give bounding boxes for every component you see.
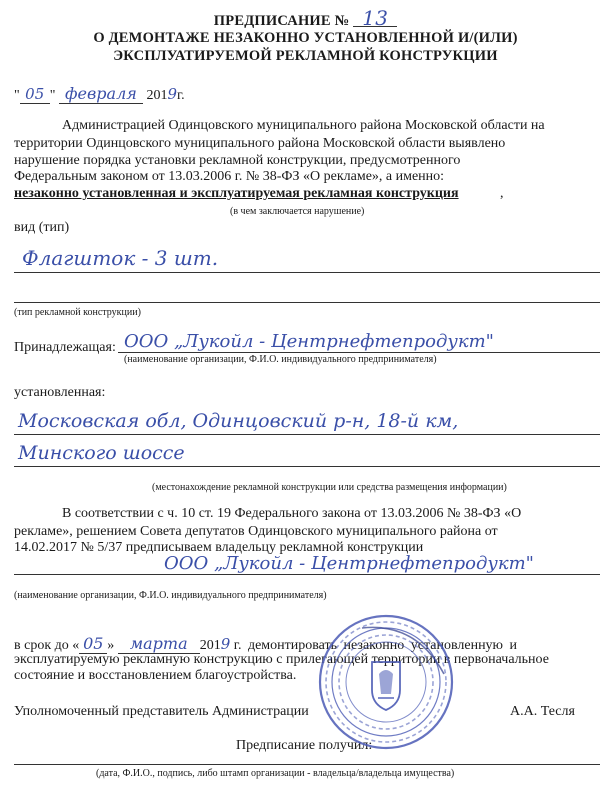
deadline-year-prefix: 201 bbox=[199, 638, 221, 653]
violation-text: незаконно установленная и эксплуатируемая рекламная конструкция bbox=[14, 186, 459, 201]
issue-year-digit: 9 bbox=[167, 85, 177, 103]
location-value-line-1: Московская обл, Одинцовский р-н, 18-й км, bbox=[18, 410, 459, 432]
order-owner-hint: (наименование организации, Ф.И.О. индивидуального предпринимателя) bbox=[14, 590, 327, 601]
type-label: вид (тип) bbox=[14, 220, 70, 235]
deadline-month: марта bbox=[118, 634, 200, 654]
issue-month: февраля bbox=[59, 84, 143, 104]
intro-line-2: территории Одинцовского муниципального района Московской области выявлено bbox=[14, 136, 506, 151]
order-line-2: рекламе», решением Совета депутатов Одинцовского муниципального района от bbox=[14, 524, 498, 539]
deadline-day: 05 bbox=[79, 634, 107, 654]
issue-year-prefix: 201 bbox=[146, 88, 168, 103]
prescription-number: 13 bbox=[353, 10, 397, 27]
received-label: Предписание получил: bbox=[236, 738, 373, 753]
title-line-3: ЭКСПЛУАТИРУЕМОЙ РЕКЛАМНОЙ КОНСТРУКЦИИ bbox=[113, 48, 498, 64]
owner-label: Принадлежащая: bbox=[14, 340, 116, 355]
order-line-1: В соответствии с ч. 10 ст. 19 Федерального закона от 13.03.2006 № 38-ФЗ «О bbox=[62, 506, 522, 521]
owner-value: ООО „Лукойл - Центрнефтепродукт" bbox=[124, 331, 494, 352]
location-hint: (местонахождение рекламной конструкции или средства размещения информации) bbox=[152, 482, 507, 493]
issue-day: 05 bbox=[20, 85, 50, 104]
order-line-3: 14.02.2017 № 5/37 предписываем владельцу рекламной конструкции bbox=[14, 540, 424, 555]
type-value: Флагшток - 3 шт. bbox=[22, 246, 219, 270]
deadline-line-2: эксплуатируемую рекламную конструкцию с прилегающей территории в первоначальное bbox=[14, 652, 549, 667]
type-hint: (тип рекламной конструкции) bbox=[14, 307, 141, 318]
official-stamp-icon bbox=[316, 612, 456, 752]
deadline-day-close: » bbox=[107, 638, 115, 653]
signatory-name: А.А. Тесля bbox=[510, 704, 575, 719]
location-value-line-2: Минского шоссе bbox=[18, 442, 185, 464]
intro-line-4: Федеральным законом от 13.03.2006 г. № 38-ФЗ «О рекламе», а именно: bbox=[14, 169, 445, 184]
violation-hint: (в чем заключается нарушение) bbox=[230, 206, 365, 217]
issue-date: " 05 " февраля 2019г. bbox=[14, 84, 185, 103]
deadline-year-digit: 9 bbox=[220, 635, 231, 653]
received-hint: (дата, Ф.И.О., подпись, либо штамп организации - владельца/владельца имущества) bbox=[96, 768, 455, 779]
issue-year-suffix: г. bbox=[176, 88, 185, 103]
location-label: установленная: bbox=[14, 385, 106, 400]
owner-hint: (наименование организации, Ф.И.О. индивидуального предпринимателя) bbox=[124, 354, 437, 365]
deadline-prefix: в срок до « bbox=[14, 638, 80, 653]
deadline-line-3: состояние и восстановлением благоустройства. bbox=[14, 668, 297, 683]
title-prefix: ПРЕДПИСАНИЕ № bbox=[213, 13, 350, 29]
deadline-rest: г. демонтировать незаконно установленную и bbox=[233, 638, 518, 653]
intro-line-3: нарушение порядка установки рекламной конструкции, предусмотренного bbox=[14, 153, 461, 168]
intro-line-1: Администрацией Одинцовского муниципального района Московской области на bbox=[62, 118, 545, 133]
signature-label: Уполномоченный представитель Администрации bbox=[14, 704, 309, 719]
document-title bbox=[0, 6, 611, 30]
order-owner-value: ООО „Лукойл - Центрнефтепродукт" bbox=[164, 553, 534, 574]
title-line-2: О ДЕМОНТАЖЕ НЕЗАКОННО УСТАНОВЛЕННОЙ И/(ИЛИ) bbox=[93, 30, 518, 46]
